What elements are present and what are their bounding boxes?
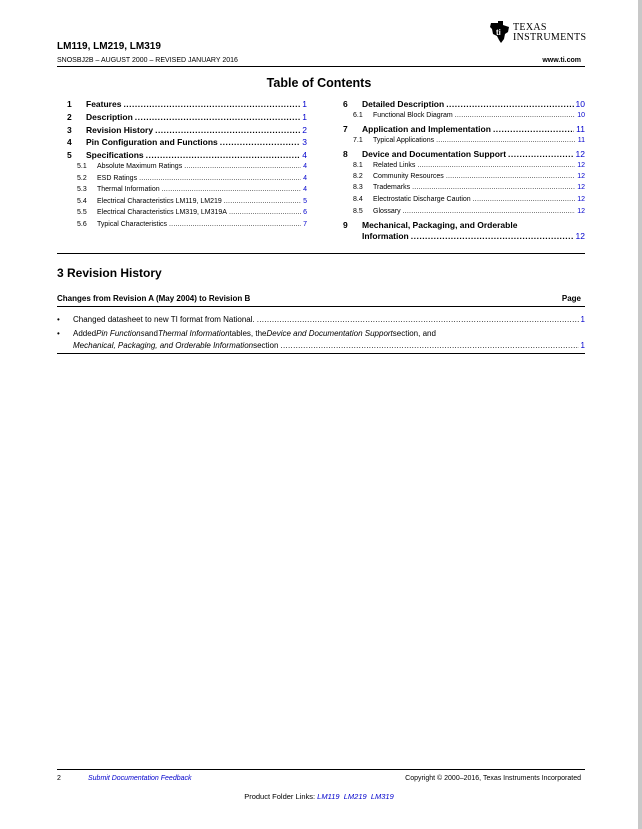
toc-entry[interactable] <box>353 173 585 180</box>
toc-entry[interactable] <box>77 163 307 170</box>
toc-page-link[interactable]: 11 <box>577 137 585 144</box>
toc-page-link[interactable]: 10 <box>575 99 585 109</box>
toc-entry-label: Typical Characteristics <box>97 221 168 228</box>
toc-page-link[interactable]: 11 <box>576 124 585 134</box>
toc-entry-number: 2 <box>67 112 72 122</box>
toc-entry[interactable] <box>67 112 307 122</box>
dot-leader <box>403 208 576 215</box>
toc-entry-label: Description <box>86 112 133 122</box>
toc-entry-number: 3 <box>67 125 72 135</box>
toc-entry[interactable] <box>343 99 585 109</box>
toc-entry[interactable] <box>77 186 307 193</box>
toc-page-link[interactable]: 7 <box>303 221 307 228</box>
toc-entry-label: Mechanical, Packaging, and Orderable <box>362 220 518 230</box>
toc-page-link[interactable]: 5 <box>303 198 307 205</box>
toc-entry-label: Glossary <box>373 208 401 215</box>
dot-leader <box>155 125 300 135</box>
dot-leader <box>146 150 301 160</box>
dot-leader <box>169 221 301 228</box>
toc-entry-number: 6.1 <box>353 112 363 119</box>
toc-page-link[interactable]: 10 <box>577 112 585 119</box>
toc-entry-label: Electrical Characteristics LM319, LM319A <box>97 209 227 216</box>
copyright: Copyright © 2000–2016, Texas Instruments Incorporated <box>405 775 581 782</box>
toc-entry[interactable] <box>343 149 585 159</box>
toc-entry-number: 5.6 <box>77 221 87 228</box>
dot-leader <box>123 99 300 109</box>
toc-entry-label: Pin Configuration and Functions <box>86 137 218 147</box>
toc-entry-label: Device and Documentation Support <box>362 149 507 159</box>
dot-leader <box>184 163 301 170</box>
product-folder-links: Product Folder Links: LM119 LM219 LM319 <box>244 792 394 801</box>
website-link[interactable]: www.ti.com <box>542 57 581 64</box>
product-link-lm319[interactable]: LM319 <box>370 792 394 801</box>
toc-entry-label: Electrostatic Discharge Caution <box>373 196 471 203</box>
dot-leader <box>446 173 575 180</box>
dot-leader <box>455 112 575 119</box>
toc-title: Table of Contents <box>266 76 372 90</box>
toc-entry[interactable] <box>353 137 585 144</box>
toc-entry-number: 5.5 <box>77 209 87 216</box>
dot-leader <box>446 99 573 109</box>
toc-entry-number: 8.5 <box>353 208 363 215</box>
toc-entry-number: 8.4 <box>353 196 363 203</box>
ti-state-logo-icon <box>489 20 511 44</box>
dot-leader <box>493 124 574 134</box>
toc-page-link[interactable]: 1 <box>302 99 307 109</box>
dot-leader <box>220 137 301 147</box>
dot-leader <box>417 162 575 169</box>
toc-entry-number: 6 <box>343 99 348 109</box>
page-number: 2 <box>57 775 61 782</box>
bullet: • <box>57 315 60 324</box>
toc-page-link[interactable]: 4 <box>303 163 307 170</box>
toc-entry-number: 5.4 <box>77 198 87 205</box>
dot-leader <box>224 198 301 205</box>
dot-leader <box>162 186 301 193</box>
revision-page-link[interactable]: 1 <box>580 315 585 324</box>
toc-entry-label: Detailed Description <box>362 99 445 109</box>
toc-entry-label: Community Resources <box>373 173 444 180</box>
toc-entry[interactable] <box>67 150 307 160</box>
toc-entry[interactable] <box>67 137 307 147</box>
toc-entry-label: Related Links <box>373 162 416 169</box>
toc-page-link[interactable]: 12 <box>577 184 585 191</box>
toc-entry[interactable] <box>343 124 585 134</box>
toc-page-link[interactable]: 1 <box>302 112 307 122</box>
toc-page-link[interactable]: 4 <box>303 186 307 193</box>
document-title: LM119, LM219, LM319 <box>57 41 161 52</box>
dot-leader <box>135 112 301 122</box>
toc-entry-number: 7 <box>343 124 348 134</box>
dot-leader <box>411 231 574 241</box>
revision-page-link[interactable]: 1 <box>580 341 585 350</box>
toc-entry[interactable] <box>353 208 585 215</box>
toc-entry[interactable] <box>77 221 307 228</box>
product-link-lm219[interactable]: LM219 <box>343 792 367 801</box>
product-link-lm119[interactable]: LM119 <box>317 792 340 801</box>
toc-entry-number: 5.3 <box>77 186 87 193</box>
footer-divider <box>57 769 585 770</box>
viewer-edge <box>638 0 642 829</box>
dot-leader <box>229 209 301 216</box>
toc-entry[interactable] <box>353 184 585 191</box>
toc-page-link[interactable]: 12 <box>577 196 585 203</box>
toc-entry-label: ESD Ratings <box>97 175 138 182</box>
toc-entry-label-continued: Information <box>362 231 409 241</box>
toc-page-link[interactable]: 12 <box>577 173 585 180</box>
document-id: SNOSBJ2B – AUGUST 2000 – REVISED JANUARY 2016 <box>57 57 238 64</box>
toc-entry[interactable] <box>77 198 307 205</box>
ti-logo[interactable] <box>489 20 589 46</box>
toc-entry-label: Absolute Maximum Ratings <box>97 163 183 170</box>
bullet: • <box>57 329 60 338</box>
toc-entry-label: Revision History <box>86 125 154 135</box>
toc-page-link[interactable]: 3 <box>302 137 307 147</box>
toc-entry[interactable] <box>353 162 585 169</box>
toc-entry[interactable] <box>77 209 307 216</box>
toc-entry-number: 8.3 <box>353 184 363 191</box>
dot-leader <box>412 184 575 191</box>
toc-entry-number: 9 <box>343 220 348 230</box>
logo-text-texas: TEXAS <box>513 22 547 33</box>
toc-entry-number: 8.2 <box>353 173 363 180</box>
changes-table-bottom-rule <box>57 353 585 354</box>
toc-page-link[interactable]: 12 <box>577 162 585 169</box>
dot-leader <box>436 137 576 144</box>
toc-entry-number: 8 <box>343 149 348 159</box>
revision-history-heading: 3 Revision History <box>57 266 162 280</box>
toc-entry-number: 4 <box>67 137 72 147</box>
toc-entry-label: Features <box>86 99 122 109</box>
toc-entry-number: 5 <box>67 150 72 160</box>
toc-entry[interactable] <box>353 196 585 203</box>
changes-table-top-rule <box>57 306 585 307</box>
toc-entry[interactable] <box>362 231 585 241</box>
revision-item-text: Changed datasheet to new TI format from National. <box>73 315 255 324</box>
toc-page-link[interactable]: 6 <box>303 209 307 216</box>
toc-entry-number: 5.1 <box>77 163 87 170</box>
toc-page-link[interactable]: 2 <box>302 125 307 135</box>
section-divider <box>57 253 585 254</box>
toc-entry-label: Typical Applications <box>373 137 435 144</box>
toc-entry-number: 5.2 <box>77 175 87 182</box>
toc-page-link[interactable]: 12 <box>575 149 585 159</box>
toc-entry-number: 1 <box>67 99 72 109</box>
toc-entry-label: Electrical Characteristics LM119, LM219 <box>97 198 222 205</box>
dot-leader <box>473 196 576 203</box>
toc-entry-number: 8.1 <box>353 162 363 169</box>
submit-feedback-link[interactable]: Submit Documentation Feedback <box>88 775 192 782</box>
toc-entry-label: Specifications <box>86 150 144 160</box>
document-page: LM119, LM219, LM319 ti TEXAS INSTRUMENTS SNOSBJ2B – AUGUST 2000 – REVISED JANUARY 2016 www.ti.com Table of Contents 1 Features ..... 1 2 Description ..... 1 3 Revision History ..... 2 4 Pin Configuration and Functions ..... 3 5 Specifications ..... 4 5.1 Absolute Maximum Ratings ..... 4 5.2 ESD Ratings ..... 4 5.3 Thermal Information ..... 4 5.4 Electrical Characteristics LM119, LM219 ..... 5 5.5 Electrical Characteristics LM319, LM319A ..... 6 5.6 Typical Characteristics ..... 7 6 Detailed Description ..... 10 6.1 Functional Block Diagram ..... 10 7 Application and Implementation ..... 11 7.1 Typical Applications ..... 11 8 Device and Documentation Support ..... 12 8.1 Related Links ..... 12 8.2 Community Resources ..... 12 8.3 Trademarks ..... 12 8.4 Electrostatic Discharge Caution ..... 12 8.5 Glossary ..... 12 9 Mechanical, Packaging, and Orderable Information ..... 12 3 Revision History Changes from Revision A (May 2004) to Revision B Page • Changed datasheet to new TI format from National. ..... 1 • Added Pin Functions and Thermal Information tables, the Device and Documentation Support section, and Mechanical, Packaging, and Orderable Information section ..... 1 2 Submit Documentation Feedback Copyright © 2000–2016, Texas Instruments Incorporated Product Folder Links: LM119 LM219 LM319 <box>0 0 638 829</box>
header-divider <box>57 66 585 67</box>
dot-leader <box>139 175 301 182</box>
toc-entry-label: Trademarks <box>373 184 411 191</box>
toc-entry-label: Functional Block Diagram <box>373 112 453 119</box>
toc-entry-first-line[interactable] <box>343 220 517 230</box>
toc-entry[interactable] <box>353 112 585 119</box>
toc-entry-label: Application and Implementation <box>362 124 491 134</box>
toc-entry[interactable] <box>77 175 307 182</box>
logo-text-instruments: INSTRUMENTS <box>513 32 587 43</box>
toc-entry[interactable] <box>67 125 307 135</box>
dot-leader <box>508 149 573 159</box>
toc-entry-label: Thermal Information <box>97 186 160 193</box>
toc-page-link[interactable]: 12 <box>575 231 585 241</box>
toc-page-link[interactable]: 4 <box>302 150 307 160</box>
changes-heading: Changes from Revision A (May 2004) to Revision B <box>57 294 251 303</box>
toc-entry[interactable] <box>67 99 307 109</box>
toc-page-link[interactable]: 12 <box>577 208 585 215</box>
svg-text:ti: ti <box>496 28 501 37</box>
toc-page-link[interactable]: 4 <box>303 175 307 182</box>
page-column-heading: Page <box>561 294 581 303</box>
toc-entry-number: 7.1 <box>353 137 363 144</box>
